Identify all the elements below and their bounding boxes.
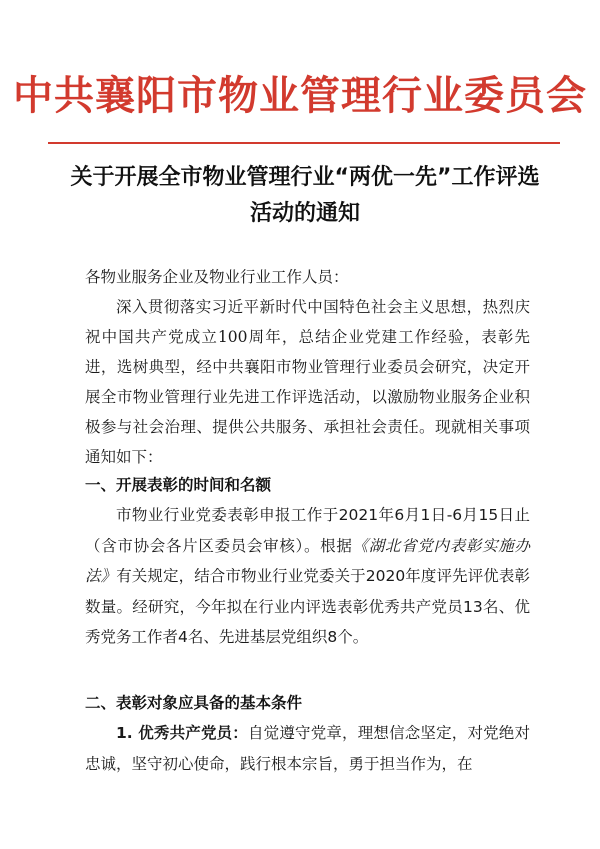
intro-paragraph: 深入贯彻落实习近平新时代中国特色社会主义思想，热烈庆祝中国共产党成立100周年，总结企业党建工作经验，表彰先进，选树典型，经中共襄阳市物业管理行业委员会研究，决定开展全市物业管理行业先进工作评选活动，以激励物业服务企业积极参与社会治理、提供公共服务、承担社会责任。现就相关事项通知如下： xyxy=(85,298,530,466)
document-title: 关于开展全市物业管理行业“两优一先”工作评选活动的通知 xyxy=(70,165,540,226)
letterhead-red-rule xyxy=(48,142,560,144)
section-heading-2: 二、表彰对象应具备的基本条件 xyxy=(85,694,303,712)
regulation-title: 《湖北省党内表彰实施办法》 xyxy=(85,536,530,585)
letterhead-title: 中共襄阳市物业管理行业委员会 xyxy=(13,72,587,119)
item1-lead: 1. 优秀共产党员： xyxy=(116,724,248,742)
section2-item1 xyxy=(85,718,530,779)
section1-text-part1: 市物业行业党委表彰申报工作于2021年6月1日-6月15日止（含市协会各片区委员会审核）。根据 xyxy=(85,506,530,555)
section1-text-part2: 有关规定，结合市物业行业党委关于2020年度评先评优表彰数量。经研究，今年拟在行业内评选表彰优秀共产党员13名、优秀党务工作者4名、先进基层党组织8个。 xyxy=(85,567,530,646)
item1-text: 自觉遵守党章，理想信念坚定，对党绝对忠诚，坚守初心使命，践行根本宗旨，勇于担当作为，在 xyxy=(85,724,530,773)
section1-paragraph xyxy=(85,500,530,653)
section-heading-1: 一、开展表彰的时间和名额 xyxy=(85,476,272,494)
salutation: 各物业服务企业及物业行业工作人员： xyxy=(85,268,349,286)
